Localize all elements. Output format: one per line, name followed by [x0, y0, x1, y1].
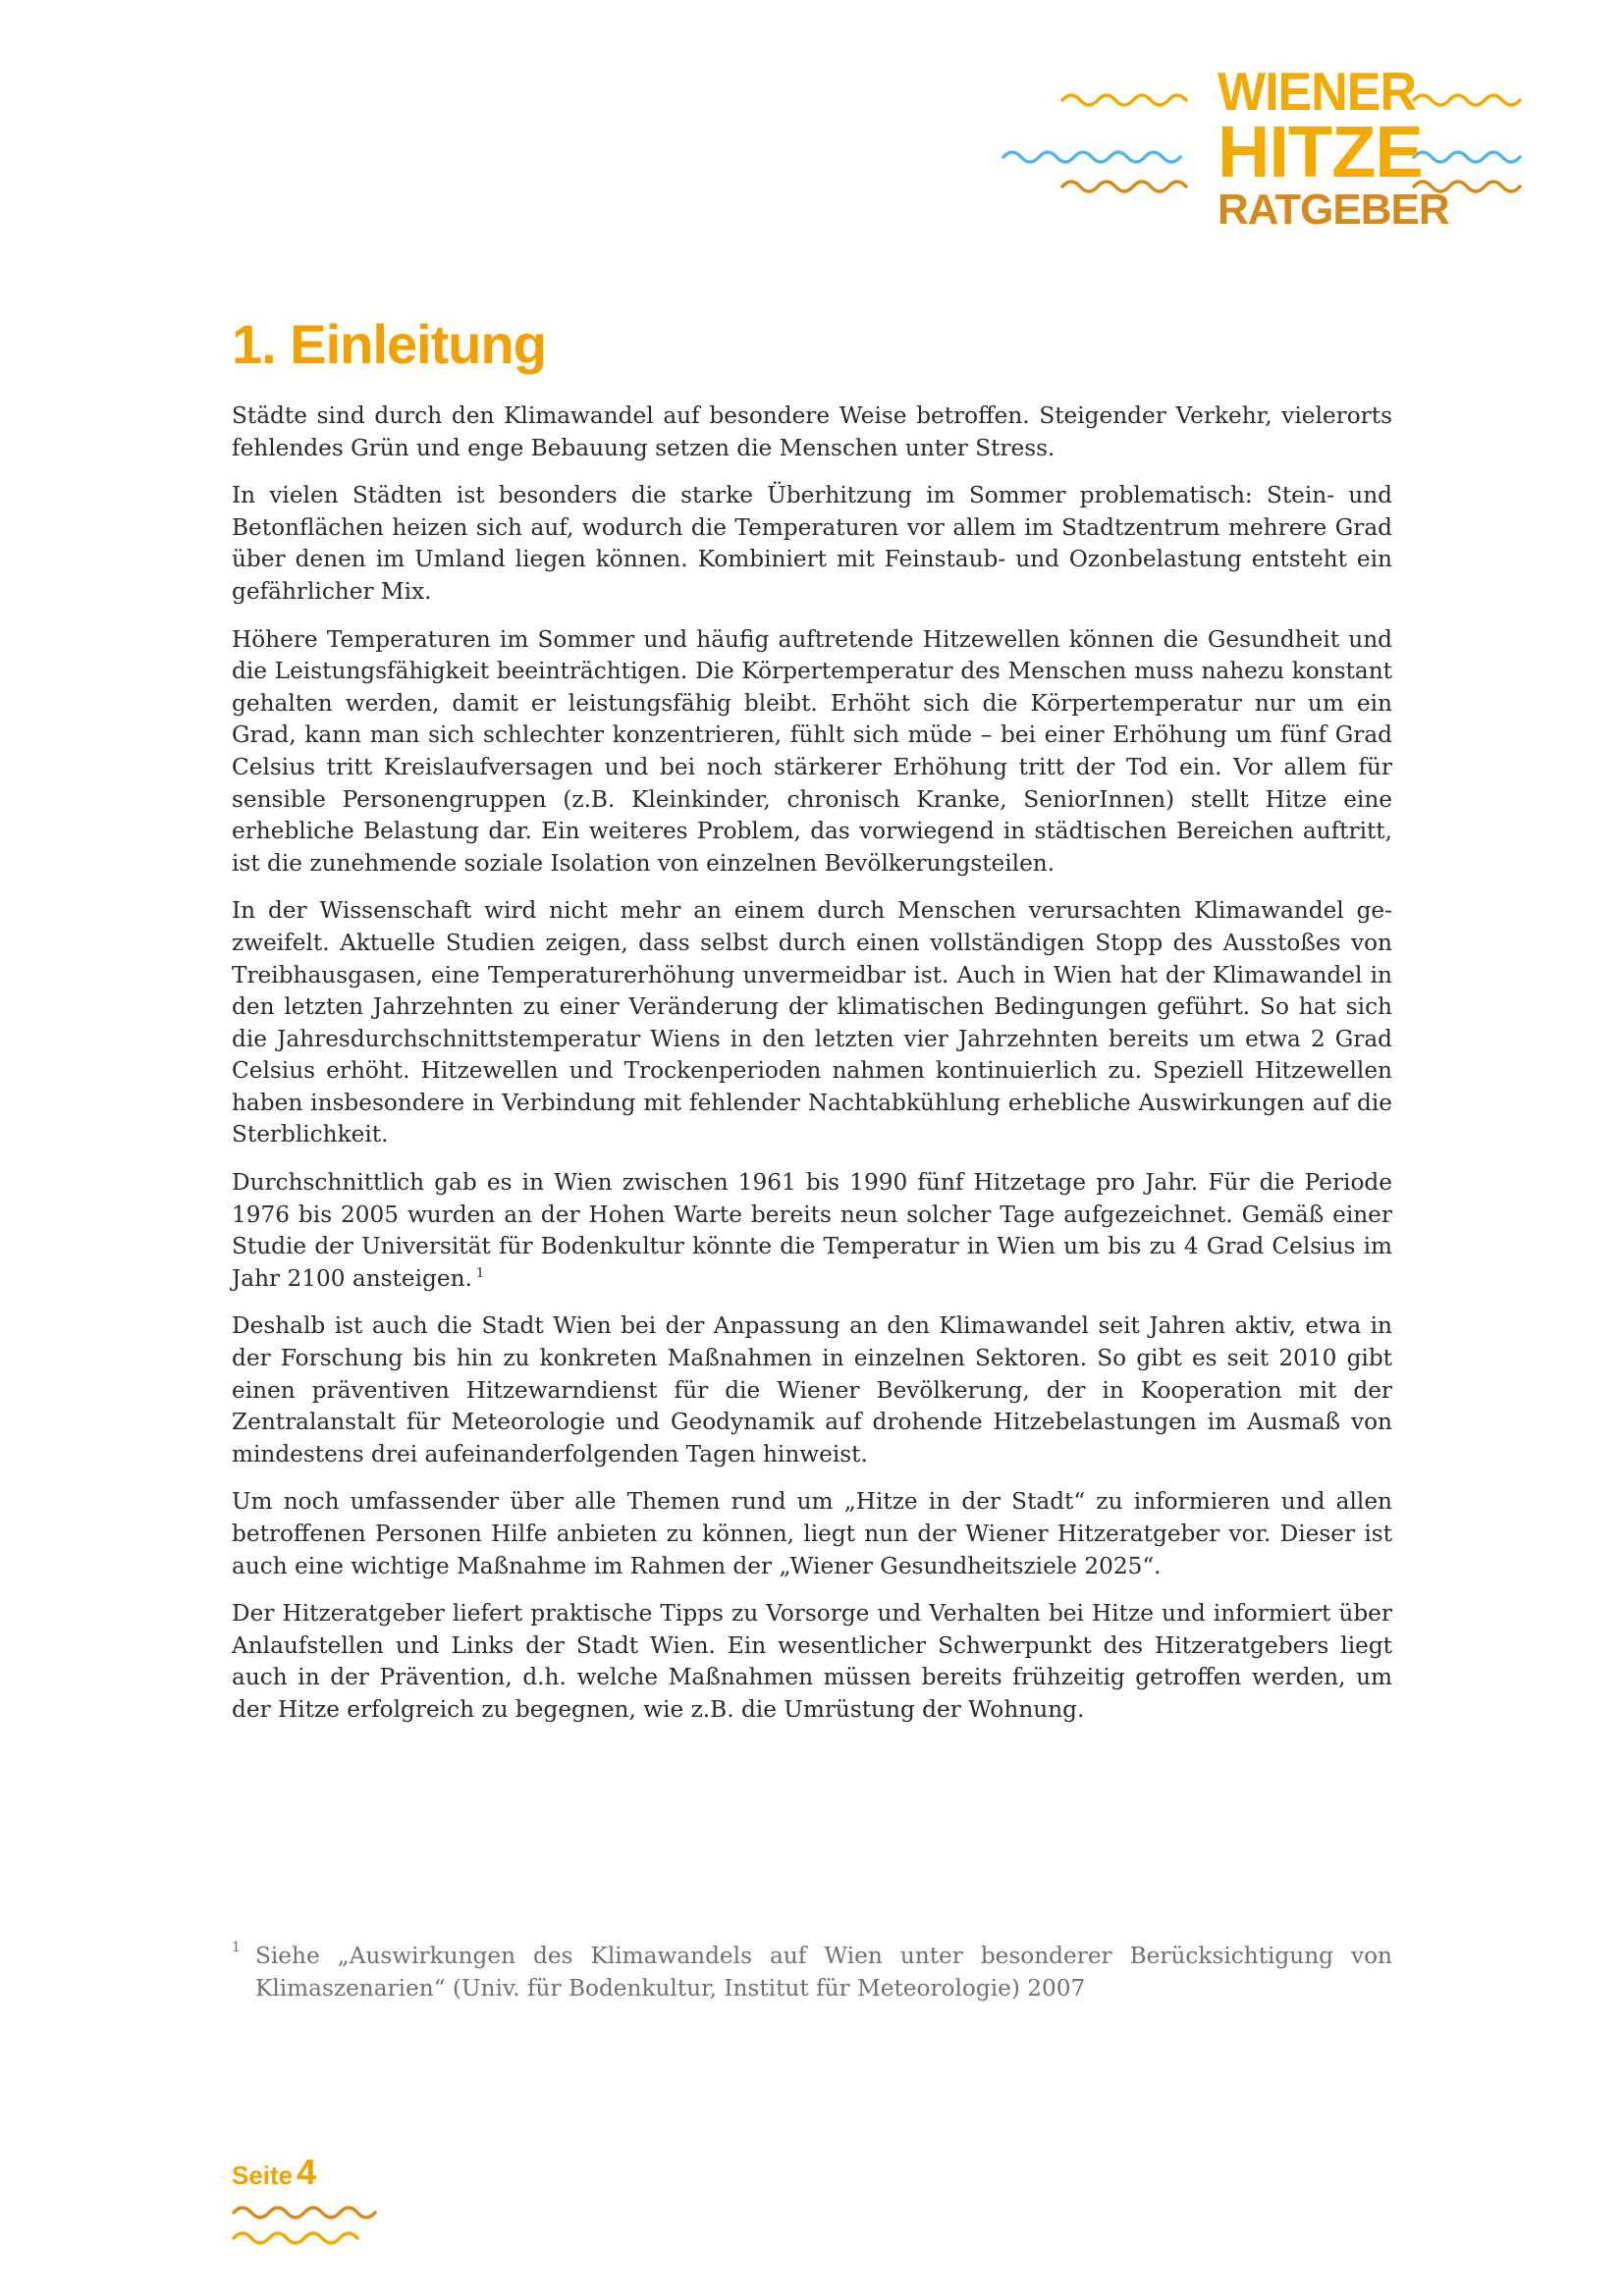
footnote	[232, 1940, 1392, 2004]
paragraph-8: Der Hitzeratgeber liefert praktische Tipps zu Vorsorge und Verhalten bei Hitze und informiert über Anlaufstellen und Links der Stadt Wien. Ein wesentlicher Schwerpunkt des Hitzeratgebers liegt auch in der Prävention, d.h. welche Maßnahmen müssen bereits frühzeitig getroffen werden, um der Hitze erfolgreich zu begegnen, wie z.B. die Umrüstung der Wohnung.	[232, 1600, 1392, 1723]
section-title: 1. Einleitung	[232, 313, 546, 375]
footnote-number: 1	[232, 1940, 241, 1955]
paragraph-7: Um noch umfassender über alle Themen rund um „Hitze in der Stadt“ zu informieren und allen betroffenen Personen Hilfe anbieten zu können, liegt nun der Wiener Hitzeratgeber vor. Dieser ist auch eine wichtige Maßnahme im Rahmen der „Wiener Gesundheitsziele 2025“.	[232, 1488, 1392, 1579]
footer-wave-decoration	[232, 2197, 389, 2256]
page-label: Seite	[232, 2161, 294, 2190]
logo-line-ratgeber: RATGEBER	[1218, 186, 1449, 234]
footnote-reference[interactable]: 1	[475, 1266, 485, 1282]
logo-line-wiener: WIENER	[1218, 62, 1416, 123]
paragraph-4: In der Wissenschaft wird nicht mehr an einem durch Menschen verursachten Klimawandel gezweifelt. Aktuelle Studien zeigen, dass selbst durch einen vollständigen Stopp des Ausstoßes von Treibhausgasen, eine Temperaturerhöhung unvermeidbar ist. Auch in Wien hat der Klimawandel in den letzten Jahrzehnten zu einer Veränderung der klimatischen Bedingungen geführt. So hat sich die Jahresdurchschnittstemperatur Wiens in den letzten vier Jahrzehnten bereits um etwa 2 Grad Celsius erhöht. Hitzewellen und Trockenperioden nahmen kontinuierlich zu. Speziell Hitzewellen haben insbesondere in Verbindung mit fehlender Nachtabkühlung erhebliche Auswirkungen auf die Sterblichkeit.	[232, 897, 1392, 1148]
footnote-text: Siehe „Auswirkungen des Klimawandels auf Wien unter besonderer Berücksichtigung von Klimaszenarien“ (Univ. für Bodenkultur, Institut für Meteorologie) 2007	[255, 1943, 1392, 2002]
wiener-hitze-ratgeber-logo	[992, 59, 1522, 236]
page-number	[232, 2152, 316, 2193]
paragraph-1: Städte sind durch den Klimawandel auf besondere Weise betroffen. Steigender Verkehr, vielerorts fehlendes Grün und enge Bebauung setzen die Menschen unter Stress.	[232, 402, 1392, 461]
paragraph-5	[232, 1167, 1392, 1295]
paragraph-5-text: Durchschnittlich gab es in Wien zwischen 1961 bis 1990 fünf Hitzetage pro Jahr. Für die Periode 1976 bis 2005 wurden an der Hohen Warte bereits neun solcher Tage aufgezeichnet. Gemäß einer Studie der Universität für Bodenkultur könnte die Temperatur in Wien um bis zu 4 Grad Celsius im Jahr 2100 ansteigen.	[232, 1169, 1392, 1292]
logo-line-hitze: HITZE	[1218, 111, 1423, 192]
logo-wordmark	[1218, 62, 1449, 234]
paragraph-2: In vielen Städten ist besonders die starke Überhitzung im Sommer problematisch: Stein- und Betonflächen heizen sich auf, wodurch die Temperaturen vor allem im Stadtzentrum mehrere Grad über denen im Umland liegen können. Kombiniert mit Feinstaub- und Ozonbelastung entsteht ein gefährlicher Mix.	[232, 482, 1392, 605]
page-number-value: 4	[297, 2152, 317, 2192]
paragraph-6: Deshalb ist auch die Stadt Wien bei der Anpassung an den Klimawandel seit Jahren aktiv, etwa in der Forschung bis hin zu konkreten Maßnahmen in einzelnen Sektoren. So gibt es seit 2010 gibt einen präventiven Hitzewarndienst für die Wiener Bevölkerung, der in Kooperation mit der Zentralanstalt für Meteorologie und Geodynamik auf drohende Hitzebelastungen im Ausmaß von mindestens drei aufeinanderfolgenden Tagen hinweist.	[232, 1312, 1392, 1468]
body-text	[232, 400, 1392, 1742]
paragraph-3: Höhere Temperaturen im Sommer und häufig auftretende Hitzewellen können die Gesundheit und die Leistungsfähigkeit beeinträchtigen. Die Körpertemperatur des Menschen muss nahezu konstant gehalten werden, damit er leistungsfähig bleibt. Erhöht sich die Körpertemperatur nur um ein Grad, kann man sich schlechter konzentrieren, fühlt sich müde – bei einer Erhöhung um fünf Grad Celsius tritt Kreislaufversagen und bei noch stärkerer Erhöhung tritt der Tod ein. Vor allem für sensible Personengruppen (z.B. Kleinkinder, chronisch Kranke, SeniorInnen) stellt Hitze eine erhebliche Belastung dar. Ein weiteres Problem, das vorwiegend in städtischen Bereichen auftritt, ist die zunehmende soziale Isolation von einzelnen Bevölkerungsteilen.	[232, 625, 1392, 877]
